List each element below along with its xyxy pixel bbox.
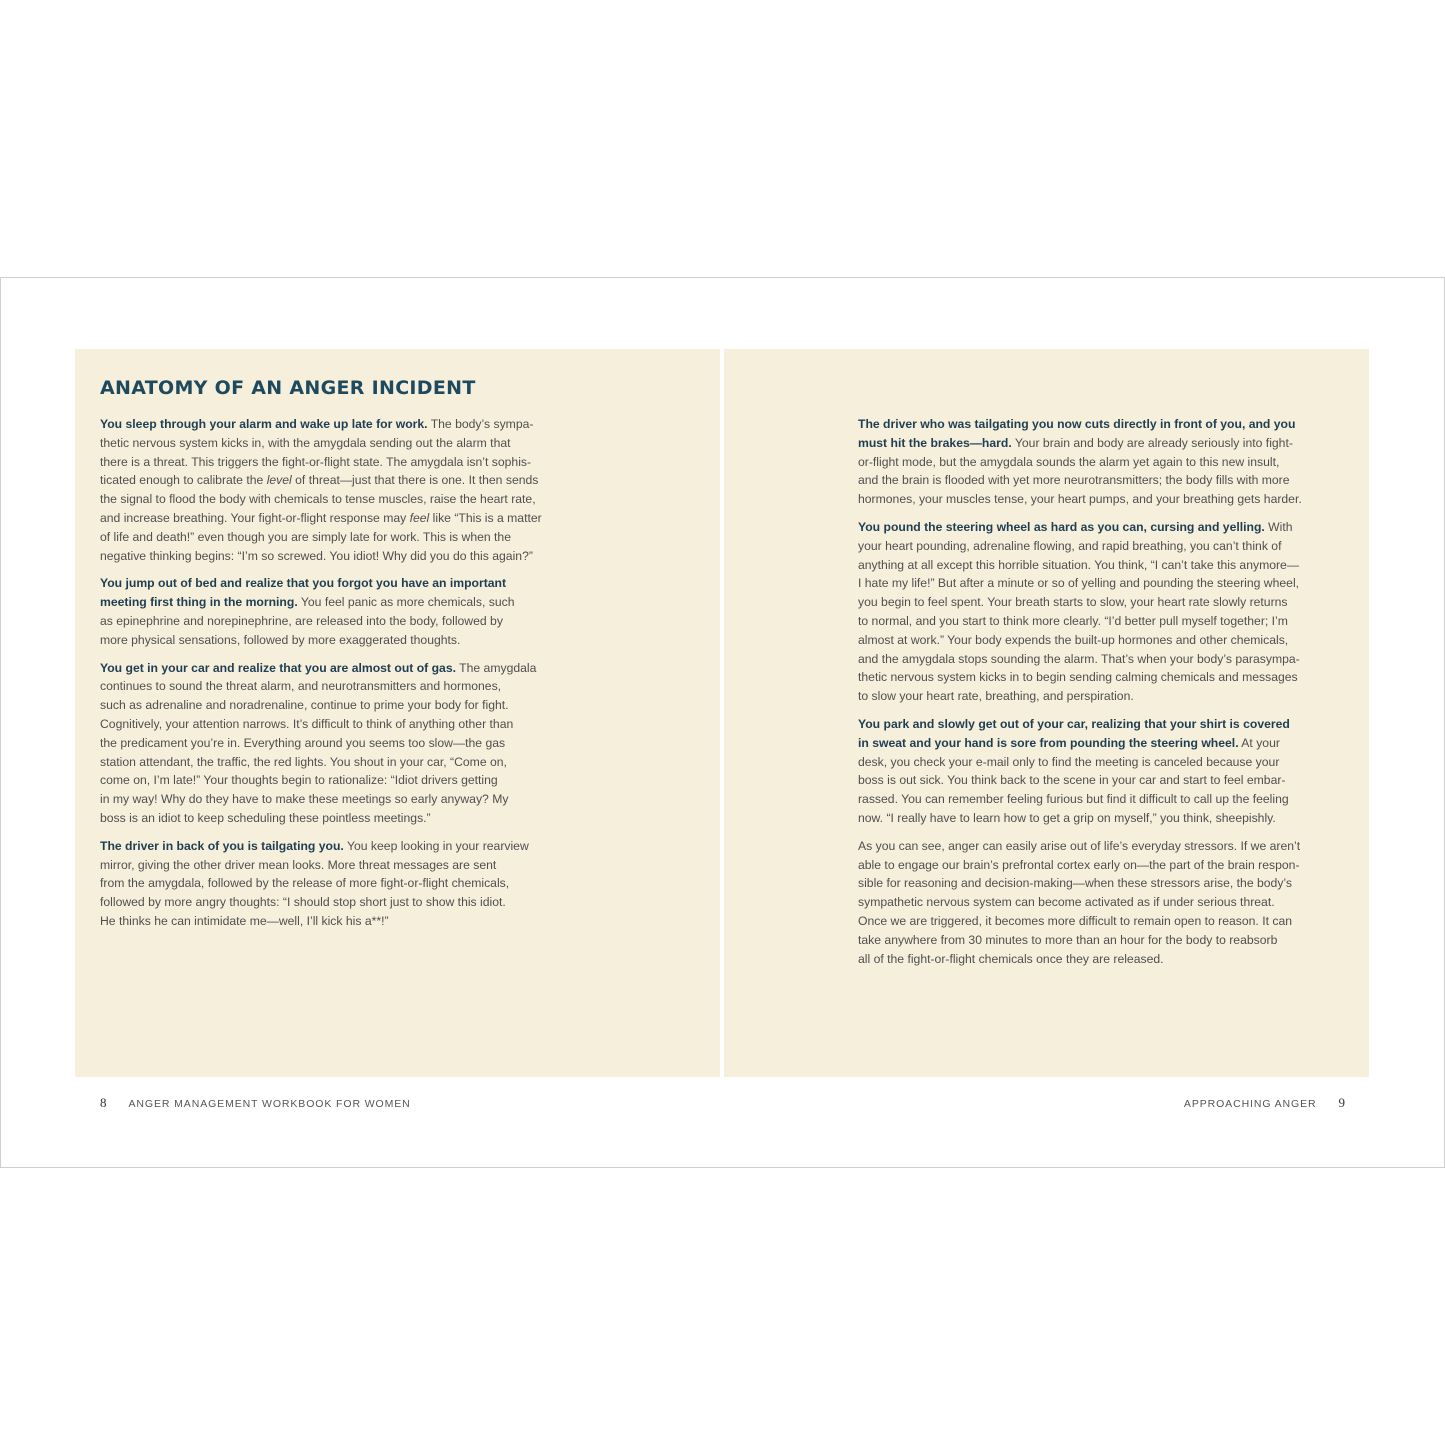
italic-text: feel <box>409 510 430 525</box>
left-page-text <box>100 415 590 940</box>
text-line <box>100 809 590 828</box>
text-line <box>100 453 590 472</box>
body-text: desk, you check your e-mail only to find the meeting is canceled because your <box>858 754 1280 769</box>
text-line <box>858 574 1344 593</box>
body-text: hormones, your muscles tense, your heart pumps, and your breathing gets harder. <box>858 492 1302 507</box>
body-text: like “This is a matter <box>429 510 542 525</box>
body-text: your heart pounding, adrenaline flowing, and rapid breathing, you can’t think of <box>858 538 1282 553</box>
body-text: At your <box>1238 735 1280 750</box>
running-head-right: APPROACHING ANGER <box>1183 1098 1317 1110</box>
body-text: of threat—just that there is one. It then sends <box>291 473 539 488</box>
body-text: Your brain and body are already seriously into fight- <box>1011 435 1293 450</box>
left-page-footer <box>100 1095 411 1111</box>
body-text: station attendant, the traffic, the red lights. You shout in your car, “Come on, <box>100 754 507 769</box>
body-text: come on, I’m late!” Your thoughts begin to rationalize: “Idiot drivers getting <box>100 773 498 788</box>
body-text: You feel panic as more chemicals, such <box>297 595 515 610</box>
text-line <box>100 547 590 566</box>
text-line <box>858 893 1344 912</box>
text-line <box>858 790 1344 809</box>
body-text: and the brain is flooded with yet more neurotransmitters; the body fills with more <box>858 473 1290 488</box>
body-text: I hate my life!” But after a minute or so of yelling and pounding the steering wheel, <box>858 576 1300 591</box>
body-text: The body’s sympa- <box>427 417 534 431</box>
body-text: such as adrenaline and noradrenaline, continue to prime your body for fight. <box>100 698 509 713</box>
text-line <box>100 528 590 547</box>
body-text: almost at work.” Your body expends the built-up hormones and other chemicals, <box>858 632 1289 647</box>
text-line <box>100 771 590 790</box>
left-paragraph <box>100 415 590 565</box>
text-line <box>858 715 1344 734</box>
lead-in-text: You sleep through your alarm and wake up late for work. <box>100 417 428 431</box>
text-line <box>858 753 1344 772</box>
left-paragraph <box>100 574 590 649</box>
text-line <box>858 950 1344 969</box>
text-line <box>858 912 1344 931</box>
text-line <box>100 509 590 528</box>
body-text: of life and death!” even though you are simply late for work. This is when the <box>100 529 511 544</box>
body-text: the signal to flood the body with chemicals to tense muscles, raise the heart rate, <box>100 492 536 507</box>
text-line <box>100 593 590 612</box>
text-line <box>100 715 590 734</box>
body-text: sympathetic nervous system can become activated as if under serious threat. <box>858 895 1275 910</box>
body-text: Once we are triggered, it becomes more difficult to remain open to reason. It can <box>858 913 1293 928</box>
text-line <box>858 471 1344 490</box>
text-line <box>100 471 590 490</box>
body-text: and increase breathing. Your fight-or-flight response may <box>100 510 410 525</box>
body-text: With <box>1264 519 1293 534</box>
text-line <box>858 612 1344 631</box>
text-line <box>858 518 1344 537</box>
running-head-left: ANGER MANAGEMENT WORKBOOK FOR WOMEN <box>128 1098 411 1110</box>
left-paragraph <box>100 659 590 828</box>
body-text: rassed. You can remember feeling furious but find it difficult to call up the feeling <box>858 792 1289 807</box>
right-paragraph <box>858 715 1344 828</box>
body-text: anything at all except this horrible situation. You think, “I can’t take this anymore— <box>858 557 1300 572</box>
body-text: to slow your heart rate, breathing, and perspiration. <box>858 689 1134 704</box>
text-line <box>858 856 1344 875</box>
text-line <box>858 734 1344 753</box>
body-text: ticated enough to calibrate the <box>100 473 267 488</box>
text-line <box>100 753 590 772</box>
body-text: thetic nervous system kicks in to begin sending calming chemicals and messages <box>858 670 1298 685</box>
body-text: more physical sensations, followed by more exaggerated thoughts. <box>100 632 461 647</box>
text-line <box>100 415 590 434</box>
text-line <box>858 556 1344 575</box>
text-line <box>100 856 590 875</box>
body-text: negative thinking begins: “I’m so screwed. You idiot! Why did you do this again?” <box>100 548 533 563</box>
text-line <box>100 434 590 453</box>
lead-in-text: in sweat and your hand is sore from pounding the steering wheel. <box>858 735 1239 750</box>
text-line <box>100 893 590 912</box>
section-heading: ANATOMY OF AN ANGER INCIDENT <box>100 377 476 399</box>
left-paragraph <box>100 837 590 931</box>
body-text: to normal, and you start to think more clearly. “I’d better pull myself together; I’m <box>858 613 1288 628</box>
body-text: sible for reasoning and decision-making—when these stressors arise, the body’s <box>858 876 1293 891</box>
text-line <box>100 490 590 509</box>
text-line <box>858 668 1344 687</box>
body-text: continues to sound the threat alarm, and neurotransmitters and hormones, <box>100 679 502 694</box>
text-line <box>858 650 1344 669</box>
text-line <box>100 659 590 678</box>
text-line <box>100 631 590 650</box>
body-text: thetic nervous system kicks in, with the amygdala sending out the alarm that <box>100 435 511 450</box>
lead-in-text: You get in your car and realize that you are almost out of gas. <box>100 660 456 675</box>
lead-in-text: meeting first thing in the morning. <box>100 595 298 610</box>
text-line <box>100 734 590 753</box>
body-text: you begin to feel spent. Your breath starts to slow, your heart rate slowly returns <box>858 595 1288 610</box>
text-line <box>858 537 1344 556</box>
right-page-text <box>858 415 1344 977</box>
body-text: mirror, giving the other driver mean looks. More threat messages are sent <box>100 857 497 872</box>
lead-in-text: You pound the steering wheel as hard as you can, cursing and yelling. <box>858 519 1265 534</box>
body-text: or-flight mode, but the amygdala sounds the alarm yet again to this new insult, <box>858 454 1280 469</box>
body-text: Cognitively, your attention narrows. It’s difficult to think of anything other than <box>100 716 514 731</box>
body-text: followed by more angry thoughts: “I should stop short just to show this idiot. <box>100 895 506 910</box>
right-page-footer <box>1184 1095 1345 1111</box>
right-paragraph <box>858 518 1344 706</box>
page-number-left: 8 <box>100 1095 107 1110</box>
body-text: boss is an idiot to keep scheduling these pointless meetings.” <box>100 810 431 825</box>
text-line <box>858 434 1344 453</box>
body-text: now. “I really have to learn how to get a grip on myself,” you think, sheepishly. <box>858 810 1276 825</box>
body-text: as epinephrine and norepinephrine, are released into the body, followed by <box>100 613 503 628</box>
lead-in-text: The driver who was tailgating you now cuts directly in front of you, and you <box>858 417 1296 431</box>
body-text: from the amygdala, followed by the release of more fight-or-flight chemicals, <box>100 876 510 891</box>
body-text: boss is out sick. You think back to the scene in your car and start to feel embar- <box>858 773 1286 788</box>
text-line <box>100 677 590 696</box>
lead-in-text: must hit the brakes—hard. <box>858 435 1012 450</box>
body-text: all of the fight-or-flight chemicals once they are released. <box>858 951 1164 966</box>
text-line <box>100 696 590 715</box>
right-paragraph <box>858 415 1344 509</box>
text-line <box>858 809 1344 828</box>
lead-in-text: The driver in back of you is tailgating you. <box>100 838 344 853</box>
text-line <box>858 771 1344 790</box>
body-text: As you can see, anger can easily arise out of life’s everyday stressors. If we aren’t <box>858 838 1301 853</box>
page-number-right: 9 <box>1338 1095 1345 1110</box>
body-text: He thinks he can intimidate me—well, I’ll kick his a**!” <box>100 913 389 928</box>
body-text: able to engage our brain’s prefrontal cortex early on—the part of the brain respon- <box>858 857 1300 872</box>
text-line <box>858 631 1344 650</box>
text-line <box>858 687 1344 706</box>
text-line <box>858 453 1344 472</box>
text-line <box>858 490 1344 509</box>
text-line <box>100 874 590 893</box>
text-line <box>858 593 1344 612</box>
body-text: the predicament you’re in. Everything around you seems too slow—the gas <box>100 735 506 750</box>
text-line <box>858 837 1344 856</box>
text-line <box>100 790 590 809</box>
lead-in-text: You park and slowly get out of your car, realizing that your shirt is covered <box>858 716 1290 731</box>
body-text: You keep looking in your rearview <box>343 838 529 853</box>
text-line <box>100 912 590 931</box>
lead-in-text: You jump out of bed and realize that you forgot you have an important <box>100 576 507 591</box>
body-text: and the amygdala stops sounding the alarm. That’s when your body’s parasympa- <box>858 651 1300 666</box>
body-text: in my way! Why do they have to make these meetings so early anyway? My <box>100 792 509 807</box>
text-line <box>858 931 1344 950</box>
body-text: there is a threat. This triggers the fight-or-flight state. The amygdala isn’t sophis- <box>100 454 532 469</box>
text-line <box>100 837 590 856</box>
text-line <box>100 574 590 593</box>
body-text: The amygdala <box>456 660 537 675</box>
text-line <box>858 874 1344 893</box>
body-text: take anywhere from 30 minutes to more than an hour for the body to reabsorb <box>858 932 1278 947</box>
page-gutter <box>720 349 724 1077</box>
right-paragraph <box>858 837 1344 969</box>
italic-text: level <box>266 473 292 488</box>
text-line <box>858 415 1344 434</box>
text-line <box>100 612 590 631</box>
